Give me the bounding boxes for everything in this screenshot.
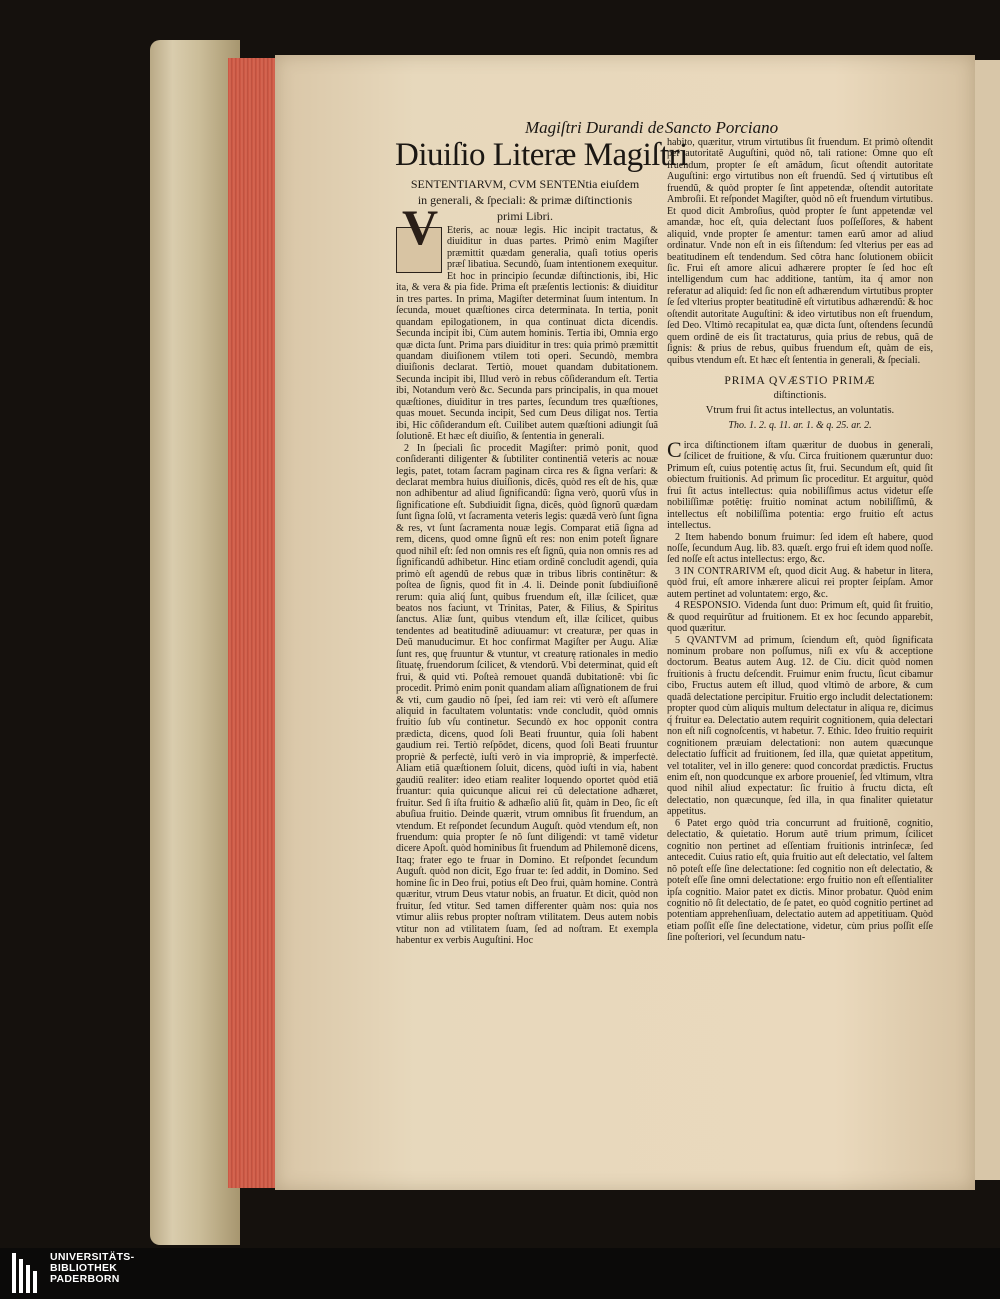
drop-cap-c: C bbox=[667, 436, 682, 462]
initial-letter: V bbox=[402, 199, 439, 255]
library-name-line3: PADERBORN bbox=[50, 1273, 120, 1285]
page-subtitle: SENTENTIARVM, CVM SENTENtia eiuſdem in generali, & ſpeciali: & primæ diſtinctionis primi Libri. bbox=[410, 177, 640, 223]
paragraph-division: Eteris, ac nouæ legis. Hic incipit tractatus, & diuiditur in duas partes. Primò enim Magiſter præmittit quædam generalia, quaſi totius operis præſ libatiua. Secundò, ſuam intentionem exequitur. Et hoc in principio ſecundæ diſtinctionis, ibi, Hic ita, & vera & pia fide. Prima eſt præſentis lectionis: & diuiditur in tres partes. In prima, Magiſter determinat ſuum intentum. In ſecunda, mouet quæſtiones circa determinata. In tertia, ponit quandam epilogationem, in qua continuat dicta dicendis. Secunda incipit ibi, Cùm autem hominis. Tertia ibi, Omnia ergo quæ dicta ſunt. Prima pars diuiditur in tres: quia primò præmittit quandam diuiſionem vtilem toti operi. Secundò, membra diuiſionis declarat. Tertiò, mouet quandam dubitationem. Secunda incipit ibi, Illud verò in rebus cõſiderandum eſt. Tertia ibi, Notandum verò &c. Secunda pars principalis, in qua mouet quæſtiones, diuiditur in tres partes, ſecundum tres quæſtiones, quas mouet. Secunda incipit, Sed cum Deus diligat nos. Tertia ibi, Hic cõſiderandum eſt. Cuilibet autem quæſtioni adiungit ſuã ſolutionẽ. Et hæc eſt diuiſio, & ſententia in generali. bbox=[396, 225, 658, 443]
paragraph-circa: irca diſtinctionem iſtam quæritur de duobus in generali, ſcilicet de fruitione, & vſu. Circa fruitionem quæruntur duo: Primum eſt, cuius potentię actus ſit, frui. Secundum eſt, quid ſit obiectum fruitionis. Ad primum ſic proceditur. Et arguitur, quòd frui ſit actus intellectus: quia nobiliſſimus actus videtur eſſe nobiliſſimæ potẽtię: fruitio nominat actum nobiliſſimũ, & intellectus eſt nobiliſſima potentia: ergo fruitio eſt actus intellectus. bbox=[667, 439, 933, 532]
question-title: PRIMA QVÆSTIO PRIMÆ bbox=[724, 375, 876, 388]
right-text-column bbox=[667, 137, 933, 944]
library-logo-icon bbox=[12, 1253, 42, 1293]
paragraph-item: 2 Item habendo bonum fruimur: ſed idem eſt habere, quod noſſe, ſecundum Aug. lib. 83. quæſt. ergo frui eſt idem quod noſſe. ſed noſſe eſt actus intellectus: ergo, &c. bbox=[667, 531, 933, 566]
library-footer bbox=[0, 1248, 1000, 1299]
paragraph-quantum: 5 QVANTVM ad primum, ſciendum eſt, quòd ſignificata nominum probare non poſſumus, niſi ex vſu & acceptione doctorum. Beatus autem Aug. 12. de Ciu. dicit quòd nomen fruitionis à fructu deſcendit. Fruimur enim fructu, ſicut cibamur cibo, Fructus autem eſt illud, quod vltimò de arbore, & cum quadã delectatione percipitur. Fruitio ergo includit delectationem: propter quod cùm aliquis multum delectatur in aliqua re, dicimus q́ fruitur ea. Delectatio autem requirit cognitionem, quia delectari non eſt niſi cognoſcentis, vt habetur. 7. Ethic. Ideo fruitio requirit cognitionem præuiam delectationi: non autem quæcunque delectatio ſufficit ad fruitionem, ſed illa, quæ quietat appetitum, vel totaliter, vel in illo genere: quod concordat prædictis. Fructus enim eſt, non quodcunque ex arbore prouenieſ, ſed vltimum, vltra quod nihil aliud expectatur: ſic fruitio à fructu dicta, eſt delectatio, non quæcunque, ſed illa, in qua finaliter quietatur appetitus. bbox=[667, 634, 933, 818]
paragraph-patet: 6 Patet ergo quòd tria concurrunt ad fruitionẽ, cognitio, delectatio, & quietatio. Horum autẽ trium primum, ſcilicet cognitio non pertinet ad eſſentiam fruitionis intrinſecæ, ſed antecedit. Cuius ratio eſt, quia fruitio aut eſt delectatio, vel ſaltem nõ poteſt eſſe ſine delectatione: ſed cognitio non eſt delectatio, & poteſt eſſe ſine omni delectatione: ergo fruitio non eſt eſſentialiter ipſa cognitio. Maior patet ex dictis. Minor probatur. Quòd enim cognitio nõ ſit delectatio, de ſe patet, eo quòd cognitio pertinet ad potentiam apprehenſiuam, delectatio autem ad appetitiuam. Quòd etiam poſſit eſſe ſine delectatione, videtur, cùm prius poſſit eſſe ſine poſteriori, vel ſecundum natu- bbox=[667, 817, 933, 944]
page-title: Diuiſio Literæ Magiſtri bbox=[395, 137, 688, 173]
paragraph-continuation: habito, quæritur, vtrum virtutibus ſit fruendum. Et primò oſtendit per autoritatẽ Auguſtini, quòd nõ, tali ratione: Omne quo eſt fruendum, propter ſe eſt amãdum, ſicut oſtendit autoritate Auguſtini: ergo virtutibus non eſt fruendũ. Sed q́ virtutibus eſt fruendũ, & quòd propter ſe ſint appetendæ, oſtendit autoritate Ambroſii. Et reſpondet Magiſter, quòd nõ eſt fruendum virtutibus. Et quod dicit Ambroſius, quòd propter ſe ſunt appetendæ vel amandæ, hoc eſt, quia delectant ſuos poſſeſſores, & habent aliquid, vnde propter ſe amentur: tamen earũ amor ad aliud ordinatur. Vnde non eſt in eis ſiſtendum: ſed vlterius per eas ad beatitudinem eſt tendendum. Sed cõtra hanc ſolutionem obiicit ſic. Frui eſt amore alicui adhærere propter ſe ſed hoc eſt intelligendum cum hac additione, tantùm, ita q́ amor non referatur ad aliquid: ſed ſic non eſt adhærendum virtutibus propter ſe ſed vlterius propter beatitudinẽ eſt virtutibus adhærendũ: & hoc oſtendit autoritate Auguſtini: & ideo virtutibus non eſt fruendum, ſed Deo. Vltimò recapitulat ea, quæ dicta ſunt, oſtendens ſecundũ quem ordinẽ de eis ſit tractaturus, quia prius de rebus, quã de ſignis: & prius de rebus, quibus fruendum eſt, quàm de eis, quibus vtendum eſt. Et hæc eſt ſententia in generali, & ſpeciali. bbox=[667, 137, 933, 366]
question-reference: Tho. 1. 2. q. 11. ar. 1. & q. 25. ar. 2. bbox=[728, 420, 872, 432]
paragraph-responsio: 4 RESPONSIO. Videnda ſunt duo: Primum eſt, quid ſit fruitio, & quod requirũtur ad fruitionem. Et ex hoc ſecundo apparebit, quod quæritur. bbox=[667, 600, 933, 635]
running-head-left: Magiſtri Durandi de bbox=[525, 118, 664, 137]
paragraph-contrarium: 3 IN CONTRARIVM eſt, quod dicit Aug. & habetur in litera, quòd frui, eſt amore inhærere alicui rei propter ſeipſam. Amor autem pertinet ad voluntatem: ergo, &c. bbox=[667, 565, 933, 600]
library-name-line1: UNIVERSITÄTS- bbox=[50, 1251, 135, 1263]
paragraph-special: 2 In ſpeciali ſic procedit Magiſter: primò ponit, quod conſideranti diligenter & ſubtiliter continentiã veteris ac nouæ legis, patet, totam ſacram paginam circa res & ſigna verſari: & declarat membra huius diuiſionis, dicẽs, quòd res eſt de his, quæ non adhibentur ad aliud ſignificandũ: ſigna verò, quorũ vſus in ſignificatione eſt. Subdiuidit ſigna, dicẽs, quòd ſignorũ quædam ſunt ſigna ſolũ, vt ſacramenta veteris legis: quædã verò ſunt ſigna & res, vt ſunt ſacramenta nouæ legis. Comparat etiã ſigna ad rem, dicens, quod omne ſignũ eſt res: non enim poteſt ſignare quod nihil eſt: ſed non omnis res eſt ſignũ, quia non omnis res ad ſignificandũ adhibetur. Hinc etiam ordinẽ concludit agendi, quia primò eſt agendũ de rebus quæ in tribus libris continẽtur: & poſtea de ſignis, quod fit in .4. li. Deinde ponit ſubdiuiſionẽ rerum: quia aliq́ ſunt, quibus fruendum eſt, illæ ſcilicet, quæ beatos nos faciunt, vt Trinitas, Pater, & Filius, & Spiritus ſanctus. Aliæ ſunt, quibus vtendum eſt, illæ ſcilicet, quibus tendentes ad beatitudinẽ adiuuamur: vt creaturæ, per quas in Deũ manuducimur. Et hoc confirmat Magiſter per Augu. Aliæ ſunt res, quę fruuntur & vtuntur, vt creaturę rationales in medio ſituatę, fruendorum ſcilicet, & vtendorũ. Vbi determinat, quid eſt frui, & quid vti. Poſteà remouet quandã dubitationẽ: vbi ſic procedit. Primò enim ponit quandam aliam aſſignationem de frui & vti, cum gaudio nõ ſpei, ſed iam rei: vti verò eſt aſſumere aliquid in facultatem voluntatis: vnde concludit, quòd omnis fruitio ſub vſu continetur. Secundò ex hoc opponit contra prædicta, dicens, quod ſoli Beati fruuntur, quia ſoli habent gaudium rei. Tertiò reſpõdet, dicens, quod ſoli Beati fruuntur propriè & perfectè, iuſti verò in via impropriè, & imperfectè. Aliam etiã quæſtionem ſoluit, dicens, quòd iuſti in via, habent gaudiũ realiter: ideo etiam realiter loquendo oportet quòd etiã fruantur: quia quicunque alicui rei cũ delectatione adhæret, fruitur. Sed ſi iſta fruitio & adhæſio aliũ ſit, quàm in Deo, ſic eſt abuſiua fruitio. Deinde quærit, vtrum omnibus ſit fruendum, an vtendum. Et reſpondet ſecundum Auguſt. quòd vtendum eſt, non fruendum: quia propter ſe nõ ſunt diligendi: vt tamẽ videtur dicere Apoſt. quòd hominibus ſit fruendum ad Philemonẽ dicens, Itaq; frater ego te fruar in Domino. Et reſpondet ſecundum Auguſt. quòd non dicit, Ego fruar te: ſed addit, in Domino. Sed homine ſic in Deo frui, potius eſt Deo frui, quàm homine. Contrà quæritur, vtrum Deus vtatur nobis, an fruatur. Et dicit, quòd non fruitur, ſed vtitur. Sed tamen differenter quàm nos: quia nos vtimur aliis rebus propter noſtram vtilitatem. Deus autem nobis vtitur non ad vtilitatem ſuam, ſed ad noſtram. Et exempla habentur ex verbis Auguſtini. Hoc bbox=[396, 442, 658, 947]
vellum-binding bbox=[150, 40, 240, 1245]
library-name bbox=[50, 1252, 134, 1285]
library-name-line2: BIBLIOTHEK bbox=[50, 1262, 118, 1274]
running-head-right: Sancto Porciano bbox=[665, 118, 779, 137]
facing-page-edge bbox=[972, 60, 1000, 1180]
red-page-edges bbox=[228, 58, 280, 1188]
question-statement: Vtrum frui ſit actus intellectus, an voluntatis. bbox=[705, 404, 895, 416]
question-title-line2: diſtinctionis. bbox=[773, 389, 827, 401]
decorated-initial bbox=[396, 199, 442, 273]
